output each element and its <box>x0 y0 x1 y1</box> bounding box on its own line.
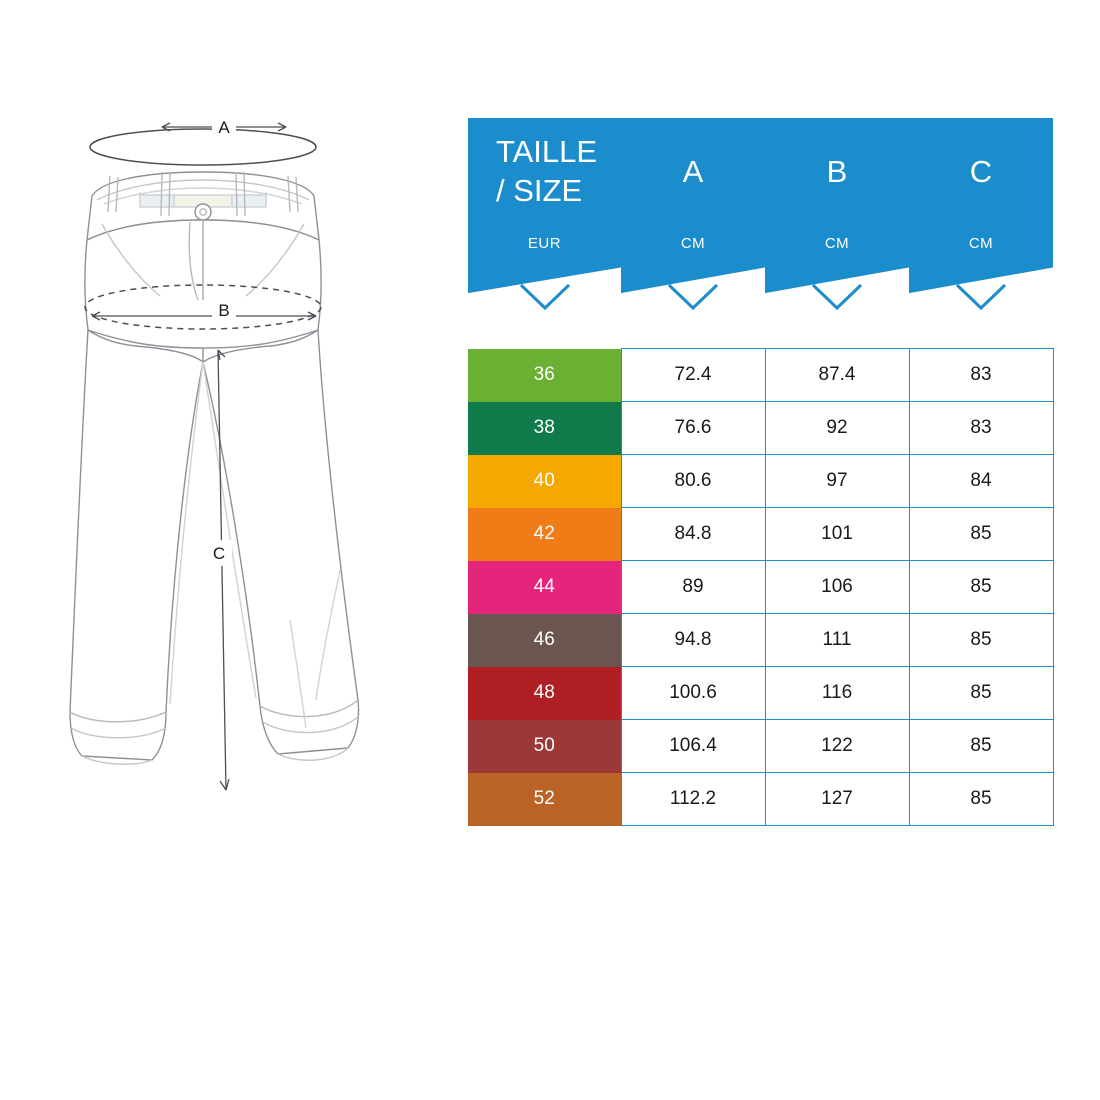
measurement-cell-c: 85 <box>909 508 1053 561</box>
measurement-cell-c: 83 <box>909 402 1053 455</box>
unit-label-b: CM <box>824 235 850 252</box>
measurement-cell-c: 85 <box>909 667 1053 720</box>
measurement-cell-a: 112.2 <box>621 773 765 826</box>
unit-cell-c <box>909 226 1053 349</box>
table-row <box>468 455 1053 508</box>
measurement-cell-c: 85 <box>909 720 1053 773</box>
chevron-down-icon-size <box>518 282 572 317</box>
measurement-cell-b: 87.4 <box>765 349 909 402</box>
unit-label-size: EUR <box>527 235 562 252</box>
size-cell: 42 <box>468 508 621 561</box>
size-chart <box>468 118 1053 826</box>
chevron-down-icon-a <box>666 282 720 317</box>
measurement-cell-b: 122 <box>765 720 909 773</box>
unit-cell-size <box>468 226 621 349</box>
measurement-cell-a: 94.8 <box>621 614 765 667</box>
header-size-title <box>468 118 621 226</box>
waist-ellipse-a <box>90 129 316 165</box>
size-cell: 50 <box>468 720 621 773</box>
measurement-cell-a: 106.4 <box>621 720 765 773</box>
size-cell: 44 <box>468 561 621 614</box>
size-chart-table <box>468 118 1054 826</box>
table-row <box>468 720 1053 773</box>
table-row <box>468 349 1053 402</box>
table-row <box>468 667 1053 720</box>
unit-cell-a <box>621 226 765 349</box>
product-illustration <box>40 100 440 860</box>
chevron-down-icon-c <box>954 282 1008 317</box>
size-cell: 46 <box>468 614 621 667</box>
callout-label-c: C <box>212 544 226 563</box>
measurement-cell-a: 76.6 <box>621 402 765 455</box>
callout-label-b: B <box>218 301 230 320</box>
chevron-down-icon-b <box>810 282 864 317</box>
measurement-cell-a: 80.6 <box>621 455 765 508</box>
header-col-c: C <box>909 118 1053 226</box>
measurement-cell-c: 85 <box>909 773 1053 826</box>
size-cell: 48 <box>468 667 621 720</box>
measurement-cell-a: 100.6 <box>621 667 765 720</box>
table-unit-row <box>468 226 1053 349</box>
table-row <box>468 508 1053 561</box>
button <box>195 204 211 220</box>
measurement-cell-b: 111 <box>765 614 909 667</box>
measurement-cell-c: 85 <box>909 561 1053 614</box>
table-row <box>468 614 1053 667</box>
measurement-cell-b: 101 <box>765 508 909 561</box>
measurement-cell-c: 83 <box>909 349 1053 402</box>
header-size-line2: / SIZE <box>496 173 583 208</box>
callout-label-a: A <box>218 118 230 137</box>
measurement-cell-b: 92 <box>765 402 909 455</box>
measurement-cell-b: 106 <box>765 561 909 614</box>
measurement-cell-a: 72.4 <box>621 349 765 402</box>
measurement-cell-c: 85 <box>909 614 1053 667</box>
measurement-cell-b: 116 <box>765 667 909 720</box>
unit-label-a: CM <box>680 235 706 252</box>
size-cell: 36 <box>468 349 621 402</box>
measurement-cell-b: 97 <box>765 455 909 508</box>
table-row <box>468 773 1053 826</box>
measurement-cell-a: 84.8 <box>621 508 765 561</box>
header-col-a: A <box>621 118 765 226</box>
unit-label-c: CM <box>968 235 994 252</box>
unit-cell-b <box>765 226 909 349</box>
measurement-cell-c: 84 <box>909 455 1053 508</box>
table-header-row <box>468 118 1053 226</box>
size-cell: 38 <box>468 402 621 455</box>
size-cell: 40 <box>468 455 621 508</box>
size-cell: 52 <box>468 773 621 826</box>
table-row <box>468 402 1053 455</box>
header-size-line1: TAILLE <box>496 134 598 170</box>
measurement-cell-b: 127 <box>765 773 909 826</box>
header-col-b: B <box>765 118 909 226</box>
measurement-cell-a: 89 <box>621 561 765 614</box>
table-row <box>468 561 1053 614</box>
